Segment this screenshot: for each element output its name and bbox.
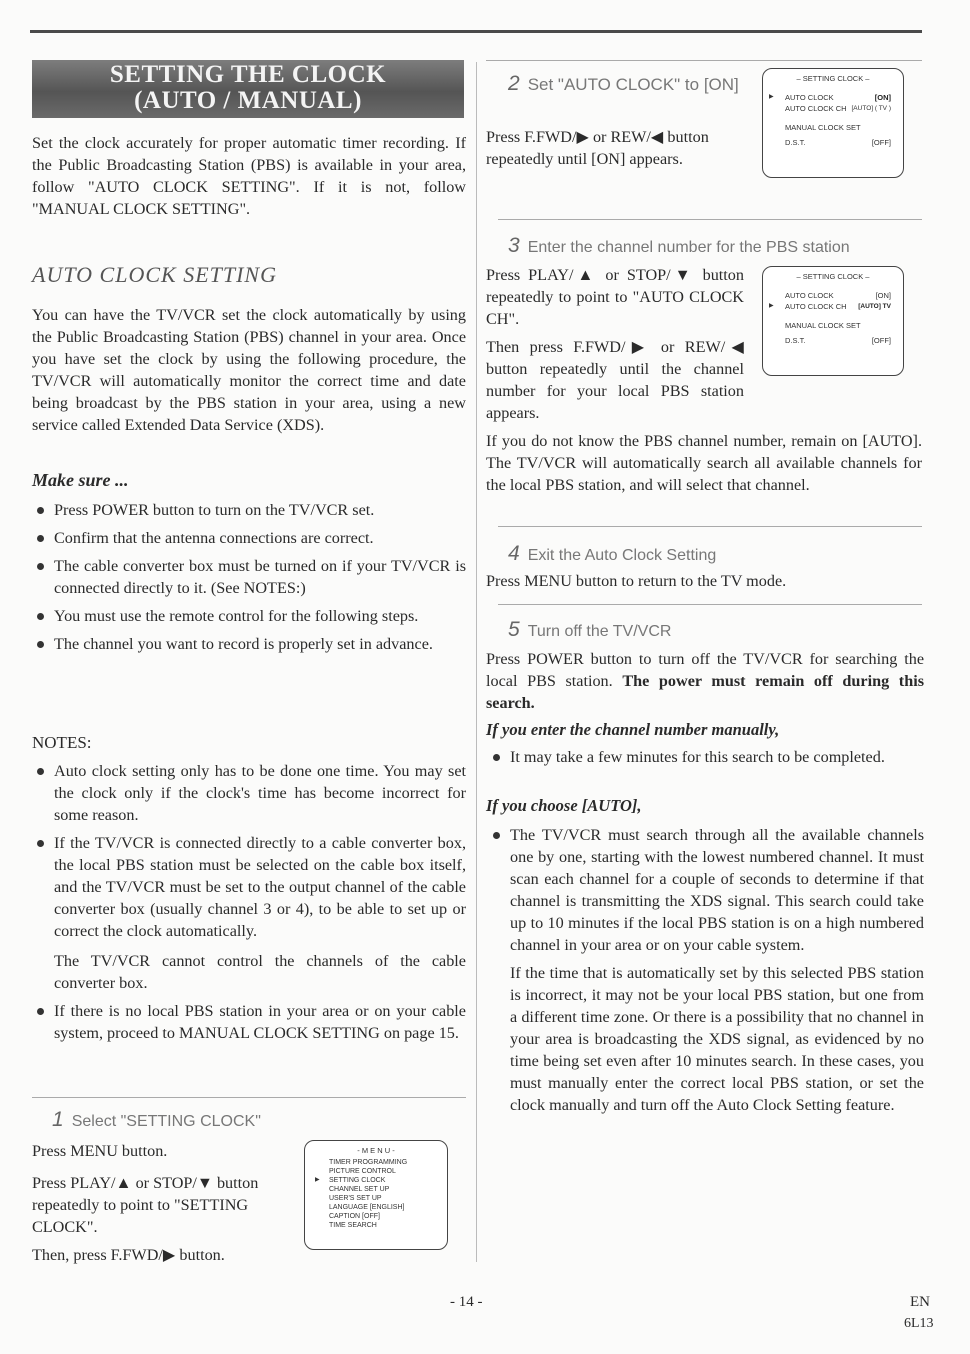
make-sure-heading: Make sure ... (32, 470, 129, 490)
notes-heading: NOTES: (32, 733, 92, 752)
list-item: If there is no local PBS station in your area or on your cable system, proceed to MANUAL CLOCK SETTING on page 15. (32, 1000, 466, 1044)
step-4-text: Press MENU button to return to the TV mode. (486, 572, 787, 590)
step-4-heading (508, 542, 716, 566)
step-title: Turn off the TV/VCR (527, 623, 672, 640)
screen-header: – SETTING CLOCK – (796, 74, 870, 83)
notes-extra: The TV/VCR cannot control the channels of the cable converter box. (54, 952, 466, 992)
auto-clock-heading: AUTO CLOCK SETTING (32, 262, 277, 287)
column-divider (476, 62, 477, 1262)
title-line-1: SETTING THE CLOCK (109, 61, 387, 88)
list-item: The channel you want to record is properly set in advance. (32, 633, 466, 655)
language-code: EN (910, 1294, 930, 1310)
step-5-text-plain: Press POWER button to turn off the TV/VCR for searching the local PBS station. (486, 650, 924, 690)
list-item: The TV/VCR must search through all the available channels one by one, starting with the lowest numbered channel. It must scan each channel for a couple of seconds to determine if that channel is transmitting the XDS signal. This search could take up to 10 minutes if the local PBS station is on a high numbered channel in your area or on your cable system. If the time that is automatically set by this selected PBS station is incorrect, it may not be your local PBS station, but one from a different time zone. Or there is a possibility that no channel in your area is broadcasting the XDS signal, as evidenced by no time being set even after 10 minutes search. In these cases, you must manually enter the correct local PBS station, or set the clock manually and turn off the Auto Clock Setting feature. (488, 824, 924, 1116)
step-number: 4 (508, 542, 520, 565)
step-3-text-2: Then press F.FWD/▶ or REW/◀ button repeatedly until the channel number for your local PBS station appears. (486, 338, 744, 422)
divider (498, 526, 922, 527)
divider (498, 219, 922, 220)
model-code: 6L13 (904, 1316, 934, 1331)
auto-intro-paragraph: You can have the TV/VCR set the clock automatically by using the Public Broadcasting Station (PBS) channel in your area. Once you have set the clock by using the following procedure, the TV/VCR will automatically monitor the correct time and date being broadcast by the PBS station in your area, using a new service called Extended Data Service (XDS). (32, 306, 466, 434)
notes-list (32, 760, 466, 1050)
step-title: Select "SETTING CLOCK" (71, 1113, 261, 1130)
menu-screen-item: TIMER PROGRAMMING (329, 1159, 408, 1166)
intro-paragraph: Set the clock accurately for proper automatic timer recording. If the Public Broadcasting Station (PBS) is available in your area, follow "AUTO CLOCK SETTING". If it is not, follow "MANUAL CLOCK SETTING". (32, 134, 466, 218)
menu-screen-item: LANGUAGE [ENGLISH] (329, 1204, 405, 1211)
step-3-text-1: Press PLAY/▲ or STOP/▼ button repeatedly to point to "AUTO CLOCK CH". (486, 266, 744, 328)
menu-screen-item: USER'S SET UP (329, 1195, 382, 1202)
auto-list (488, 824, 924, 1122)
step-5-text (486, 648, 924, 714)
step-2-heading (508, 74, 748, 95)
page-number: - 14 - (450, 1294, 483, 1310)
step-number: 5 (508, 618, 520, 641)
setting-clock-screen-2 (762, 266, 904, 376)
list-item: The cable converter box must be turned on if your TV/VCR is connected directly to it. (See NOTES:) (32, 555, 466, 599)
menu-screen-item: TIME SEARCH (329, 1222, 377, 1229)
step-number: 3 (508, 234, 520, 257)
menu-screen-header: - M E N U - (357, 1146, 395, 1155)
make-sure-list (32, 499, 466, 661)
step-5-text-bold: The power must remain off during this search. (486, 672, 924, 712)
list-item: Press POWER button to turn on the TV/VCR set. (32, 499, 466, 521)
screen-row-dst: D.S.T. [OFF] (785, 138, 891, 147)
screen-row-manual-clock: MANUAL CLOCK SET (785, 321, 861, 330)
step-title: Enter the channel number for the PBS station (527, 239, 850, 256)
step-3-heading (508, 234, 922, 258)
list-item: Confirm that the antenna connections are correct. (32, 527, 466, 549)
step-2-text: Press F.FWD/▶ or REW/◀ button repeatedly until [ON] appears. (486, 128, 709, 168)
list-item: Auto clock setting only has to be done one time. You may set the clock only if the clock's time has become incorrect for some reason. (32, 760, 466, 826)
screen-row-auto-clock-ch: AUTO CLOCK CH [AUTO] ( TV ) (785, 104, 891, 113)
step-title: Exit the Auto Clock Setting (527, 547, 717, 564)
menu-screen (304, 1140, 448, 1250)
step-number: 1 (52, 1108, 64, 1131)
setting-clock-screen-1 (762, 68, 904, 178)
top-rule (30, 30, 922, 33)
pointer-icon: ▶ (315, 1177, 320, 1183)
step-title: Set "AUTO CLOCK" to [ON] (527, 75, 739, 94)
divider (32, 1097, 466, 1098)
title-line-2: (AUTO / MANUAL) (134, 87, 362, 114)
step-1-text-3: Then, press F.FWD/▶ button. (32, 1246, 225, 1264)
menu-screen-item: PICTURE CONTROL (329, 1168, 396, 1175)
manual-label: If you enter the channel number manually, (486, 720, 780, 739)
menu-screen-item: CHANNEL SET UP (329, 1186, 390, 1193)
screen-row-manual-clock: MANUAL CLOCK SET (785, 123, 861, 132)
step-5-heading (508, 618, 671, 642)
divider (486, 60, 922, 61)
list-item: If the TV/VCR is connected directly to a cable converter box, the local PBS station must be selected on the cable box itself, and the TV/VCR must be set to the output channel of the cable converter box (usually channel 3 or 4), to be able to set up or correct the clock automatically. The TV/VCR cannot control the channels of the cable converter box. (32, 832, 466, 994)
screen-header: – SETTING CLOCK – (796, 272, 870, 281)
manual-list (488, 746, 924, 774)
divider (498, 604, 922, 605)
step-1-heading (52, 1108, 261, 1132)
screen-row-auto-clock: AUTO CLOCK [ON] (785, 291, 891, 300)
auto-extra: If the time that is automatically set by this selected PBS station is incorrect, it may not be your local PBS station, but one from a different time zone. Or there is a possibility that no channel in your area is broadcasting the XDS signal, as evidenced by no time being set even after 10 minutes search. In these cases, you must manually enter the correct local PBS station, or set the clock manually and turn off the Auto Clock Setting feature. (510, 964, 924, 1114)
screen-row-auto-clock: ▶ AUTO CLOCK [ON] (763, 92, 903, 103)
list-item: It may take a few minutes for this search to be completed. (488, 746, 924, 768)
menu-screen-item-selected: ▶ SETTING CLOCK (315, 1177, 386, 1184)
step-1-text-2: Press PLAY/▲ or STOP/▼ button repeatedly to point to "SETTING CLOCK". (32, 1174, 259, 1236)
step-number: 2 (508, 72, 520, 95)
screen-row-auto-clock-ch: ▶ AUTO CLOCK CH [AUTO] TV (763, 301, 903, 312)
list-item: You must use the remote control for the following steps. (32, 605, 466, 627)
menu-screen-item: CAPTION [OFF] (329, 1213, 380, 1220)
step-1-text-1: Press MENU button. (32, 1142, 168, 1160)
step-3-text-3: If you do not know the PBS channel number, remain on [AUTO]. The TV/VCR will automatically search all available channels for the local PBS station, and will select that channel. (486, 432, 922, 494)
page-title (32, 60, 464, 118)
screen-row-dst: D.S.T. [OFF] (785, 336, 891, 345)
auto-label: If you choose [AUTO], (486, 796, 642, 815)
